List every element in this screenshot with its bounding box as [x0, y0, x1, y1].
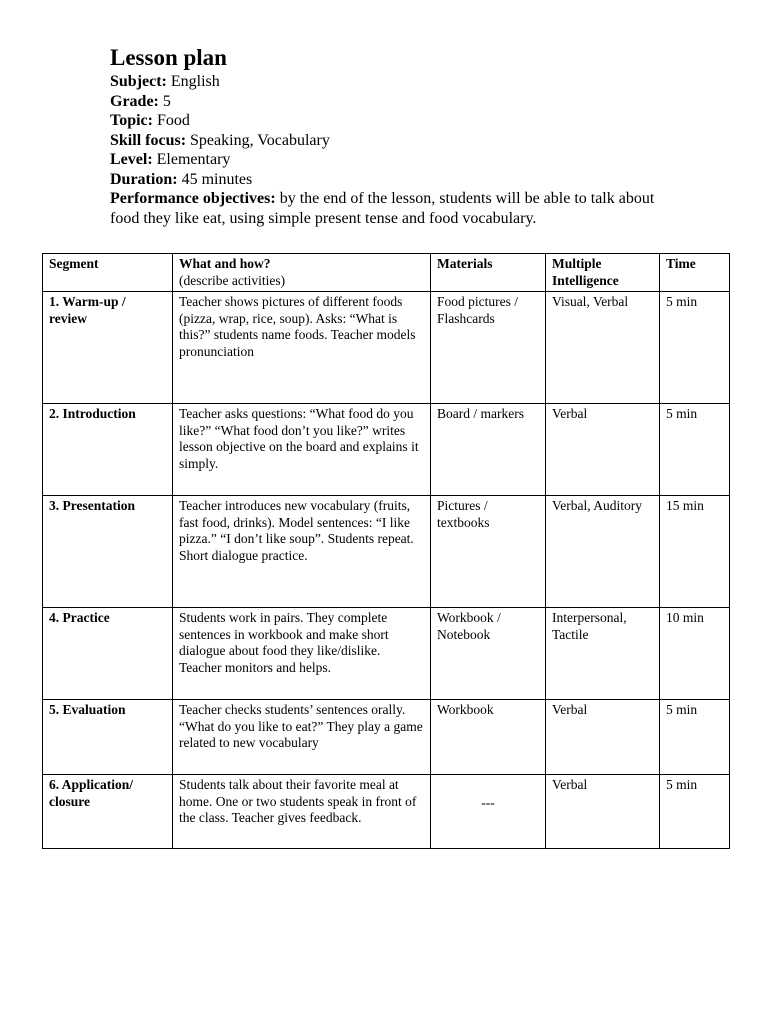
page-title: Lesson plan: [110, 45, 227, 70]
row-materials: Board / markers: [431, 404, 546, 496]
row-time: 5 min: [660, 700, 730, 775]
grade-label: Grade:: [110, 92, 159, 110]
subject-value: English: [170, 73, 220, 90]
topic-line: [110, 111, 670, 131]
row-activity: Teacher shows pictures of different foods (pizza, wrap, rice, soup). Asks: “What is this?” students name foods. Teacher models pronunciation: [173, 292, 431, 404]
table-row: [43, 292, 730, 404]
row-activity: Students work in pairs. They complete sentences in workbook and make short dialogue about food they like/dislike. Teacher monitors and helps.: [173, 608, 431, 700]
row-intelligence: Visual, Verbal: [546, 292, 660, 404]
row-materials: ---: [431, 775, 546, 849]
grade-value: 5: [162, 92, 171, 110]
row-time: 5 min: [660, 292, 730, 404]
skill-focus-value: Speaking, Vocabulary: [190, 131, 330, 149]
objectives-line: [110, 189, 670, 228]
row-segment: 2. Introduction: [43, 404, 173, 496]
row-intelligence: Verbal: [546, 700, 660, 775]
row-segment: 3. Presentation: [43, 496, 173, 608]
column-header-segment: Segment: [43, 254, 173, 292]
table-header-row: [43, 254, 730, 292]
row-materials: Food pictures / Flashcards: [431, 292, 546, 404]
topic-label: Topic:: [110, 112, 153, 129]
row-materials: Workbook: [431, 700, 546, 775]
objectives-label: Performance objectives:: [110, 190, 276, 207]
column-header-what-subtitle: (describe activities): [179, 272, 286, 288]
level-value: Elementary: [156, 151, 231, 168]
table-row: [43, 404, 730, 496]
table-row: [43, 700, 730, 775]
row-segment: 1. Warm-up / review: [43, 292, 173, 404]
duration-label: Duration:: [110, 170, 178, 188]
subject-line: [110, 72, 670, 92]
row-segment: 5. Evaluation: [43, 700, 173, 775]
row-activity: Teacher introduces new vocabulary (fruits, fast food, drinks). Model sentences: “I like pizza.” “I don’t like soup”. Students repeat. Short dialogue practice.: [173, 496, 431, 608]
row-time: 10 min: [660, 608, 730, 700]
row-intelligence: Interpersonal, Tactile: [546, 608, 660, 700]
level-label: Level:: [110, 151, 153, 168]
column-header-intelligence: Multiple Intelligence: [546, 254, 660, 292]
skill-focus-line: [110, 131, 670, 151]
duration-line: [110, 170, 670, 190]
row-segment: 4. Practice: [43, 608, 173, 700]
row-materials: Pictures / textbooks: [431, 496, 546, 608]
skill-focus-label: Skill focus:: [110, 131, 187, 149]
topic-value: Food: [156, 112, 190, 129]
column-header-materials: Materials: [431, 254, 546, 292]
column-header-time: Time: [660, 254, 730, 292]
row-materials: Workbook / Notebook: [431, 608, 546, 700]
objectives-value: by the end of the lesson, students will be able to talk about food they like eat, using simple present tense and food vocabulary.: [110, 190, 655, 227]
row-time: 5 min: [660, 404, 730, 496]
column-header-what: [173, 254, 431, 292]
row-activity: Teacher checks students’ sentences orally. “What do you like to eat?” They play a game related to new vocabulary: [173, 700, 431, 775]
grade-line: [110, 92, 670, 112]
row-time: 15 min: [660, 496, 730, 608]
lesson-plan-header: [110, 44, 670, 228]
column-header-what-title: What and how?: [179, 256, 271, 271]
row-activity: Teacher asks questions: “What food do you like?” “What food don’t you like?” writes lesson objective on the board and explains it simply.: [173, 404, 431, 496]
row-intelligence: Verbal: [546, 775, 660, 849]
row-segment: 6. Application/ closure: [43, 775, 173, 849]
level-line: [110, 150, 670, 170]
duration-value: 45 minutes: [181, 170, 253, 188]
table-row: [43, 496, 730, 608]
row-time: 5 min: [660, 775, 730, 849]
row-activity: Students talk about their favorite meal at home. One or two students speak in front of the class. Teacher gives feedback.: [173, 775, 431, 849]
lesson-plan-table: [42, 253, 730, 849]
row-intelligence: Verbal, Auditory: [546, 496, 660, 608]
row-intelligence: Verbal: [546, 404, 660, 496]
table-row: [43, 775, 730, 849]
subject-label: Subject:: [110, 73, 167, 90]
table-row: [43, 608, 730, 700]
